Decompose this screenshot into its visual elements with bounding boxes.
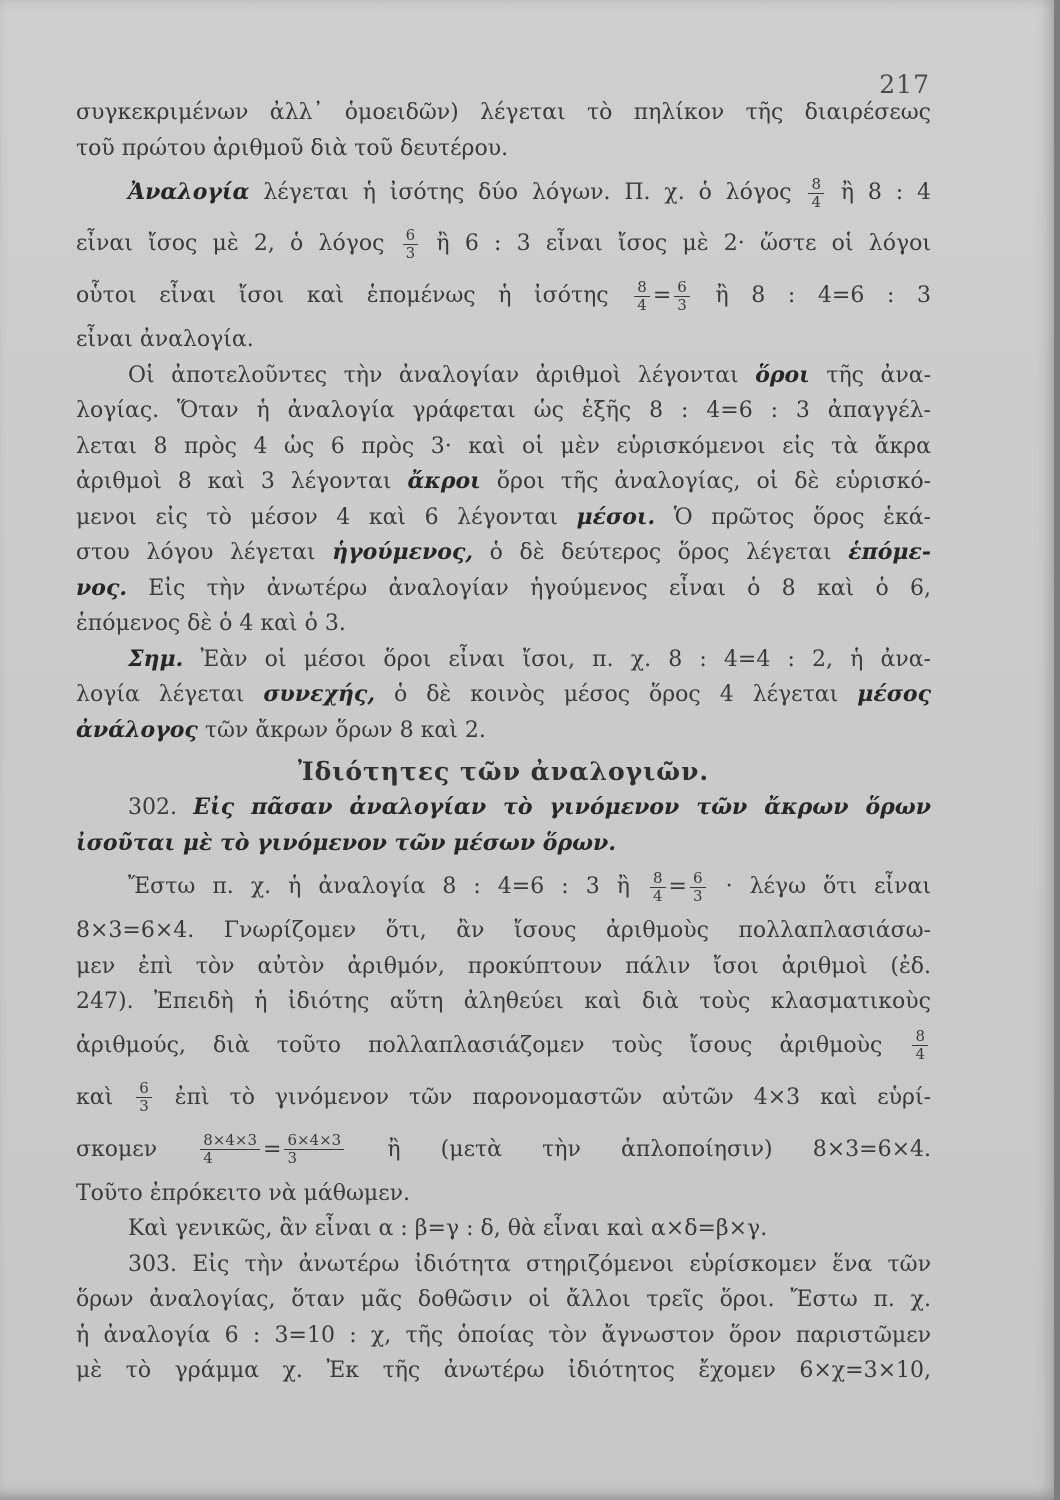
text-line: τοῦ πρώτου ἀριθμοῦ διὰ τοῦ δευτέρου. [76, 135, 509, 161]
fraction-6-over-3 [690, 870, 706, 905]
text-line [76, 535, 931, 571]
text-span: λογία λέγεται [76, 682, 245, 707]
text-line: εἶναι ἀναλογία. [76, 327, 254, 352]
term-mesos: μέσος [857, 681, 931, 707]
denominator: 3 [692, 886, 703, 905]
denominator: 3 [677, 295, 687, 314]
numerator: 6 [690, 870, 706, 888]
text-line [76, 677, 931, 713]
note-line [76, 642, 931, 678]
text-line: ἑπόμενος δὲ ὁ 4 καὶ ὁ 3. [76, 611, 346, 636]
numerator: 6 [403, 227, 419, 245]
term-note: Σημ. [128, 645, 184, 672]
text-span: ἢ 6 : 3 εἶναι ἴσος μὲ 2· ὥστε οἱ λόγοι [436, 231, 931, 256]
text-span: Ἐὰν οἱ μέσοι ὅροι εἶναι ἴσοι, π. χ. 8 : 4=4 : 2, ἡ ἀνα- [200, 646, 931, 672]
term-oroi: ὅροι [755, 361, 810, 388]
text-span: Ἔστω π. χ. ἡ ἀναλογία 8 : 4=6 : 3 ἢ [128, 874, 630, 899]
term-epomenos-end: νος. [76, 574, 127, 601]
text-span: ἢ 8 : 4 [840, 180, 931, 205]
text-line: λεται 8 πρὸς 4 ὡς 6 πρὸς 3· καὶ οἱ μὲν εὑρισκόμενοι εἰς τὰ ἄκρα [76, 433, 931, 459]
fraction-8-over-4 [808, 176, 824, 211]
denominator: 4 [637, 295, 647, 314]
equals-sign: = [652, 283, 672, 308]
theorem-line [76, 826, 931, 862]
text-line [76, 861, 931, 913]
fraction-8-over-4 [634, 279, 650, 314]
numerator: 6 [136, 1080, 152, 1098]
text-span: μενοι εἰς τὸ μέσον 4 καὶ 6 λέγονται [76, 504, 558, 530]
fraction-equation [197, 1131, 347, 1167]
text-line [76, 571, 931, 607]
text-span: στου λόγου λέγεται [76, 540, 316, 565]
text-line [76, 1124, 931, 1176]
text-span: ἀριθμούς, διὰ τοῦτο πολλαπλασιάζομεν τοὺς ἴσους ἀριθμοὺς [76, 1032, 883, 1058]
denominator: 4 [915, 1045, 926, 1063]
term-hegoumenos: ἡγούμενος, [332, 539, 474, 565]
denominator: 3 [405, 243, 416, 262]
text-line: ἡ ἀναλογία 6 : 3=10 : χ, τῆς ὁποίας τὸν ἄγνωστον ὅρον παριστῶμεν [76, 1322, 931, 1348]
text-line [76, 713, 931, 749]
text-line [76, 270, 931, 322]
fraction-6-over-3 [674, 279, 690, 314]
term-analogia: Ἀναλογία [128, 179, 250, 205]
section-heading: Ἰδιότητες τῶν ἀναλογιῶν. [297, 757, 710, 786]
text-line [76, 464, 931, 500]
fraction-product-right [284, 1132, 344, 1167]
text-span: λέγεται ἡ ἰσότης δύο λόγων. Π. χ. ὁ λόγος [263, 180, 792, 205]
text-line: μεν ἐπὶ τὸν αὐτὸν ἀριθμόν, προκύπτουν πάλιν ἴσοι ἀριθμοὶ (ἐδ. [76, 953, 931, 979]
text-span: ἢ (μετὰ τὴν ἁπλοποίησιν) 8×3=6×4. [387, 1136, 931, 1162]
text-span: οὗτοι εἶναι ἴσοι καὶ ἑπομένως ἡ ἰσότης [76, 283, 609, 308]
fraction-product-left [200, 1132, 260, 1167]
theorem-line [76, 790, 931, 826]
text-span: ὁ δὲ κοινὸς μέσος ὅρος 4 λέγεται [393, 682, 839, 707]
text-span: τῶν ἄκρων ὅρων 8 καὶ 2. [204, 717, 486, 743]
section-number: 302. [128, 795, 177, 820]
denominator: 3 [139, 1097, 149, 1115]
denominator: 4 [811, 192, 821, 211]
text-line: ὅρων ἀναλογίας, ὅταν μᾶς δοθῶσιν οἱ ἄλλοι τρεῖς ὅροι. Ἔστω π. χ. [76, 1287, 931, 1312]
term-akroi: ἄκροι [407, 468, 481, 494]
text-span: Εἰς τὴν ἀνωτέρω ἀναλογίαν ἡγούμενος εἶναι ὁ 8 καὶ ὁ 6, [148, 575, 931, 601]
text-span: καὶ [76, 1084, 114, 1110]
definition-line [76, 166, 931, 218]
text-line [76, 1072, 931, 1124]
numerator: 8 [634, 279, 650, 297]
fraction-6-over-3 [136, 1080, 152, 1115]
fraction-6-over-3 [403, 227, 419, 262]
term-epomenos: ἑπόμε- [848, 539, 931, 565]
fraction-equation [631, 277, 693, 314]
text-span: ὁ δὲ δεύτερος ὅρος λέγεται [489, 540, 832, 565]
text-line [76, 1020, 931, 1072]
page-number: 217 [879, 70, 930, 99]
text-span: Ὁ πρῶτος ὅρος ἑκά- [673, 504, 931, 530]
text-line [76, 218, 931, 270]
text-line: 8×3=6×4. Γνωρίζομεν ὅτι, ἂν ἴσους ἀριθμοὺς πολλαπλασιάσω- [76, 918, 931, 943]
text-line: μὲ τὸ γράμμα χ. Ἐκ τῆς ἀνωτέρω ἰδιότητος ἔχομεν 6×χ=3×10, [76, 1358, 931, 1383]
equals-sign: = [668, 874, 687, 899]
text-span: ἀριθμοὶ 8 καὶ 3 λέγονται [76, 469, 392, 494]
text-span: Οἱ ἀποτελοῦντες τὴν ἀναλογίαν ἀριθμοὶ λέγονται [128, 362, 739, 388]
text-line [76, 358, 931, 394]
text-line: λογίας. Ὅταν ἡ ἀναλογία γράφεται ὡς ἑξῆς 8 : 4=6 : 3 ἀπαγγέλ- [76, 398, 931, 423]
denominator: 4 [652, 886, 663, 905]
denominator: 3 [287, 1149, 297, 1167]
numerator: 6×4×3 [284, 1132, 344, 1150]
text-line: συγκεκριμένων ἀλλ᾽ ὁμοειδῶν) λέγεται τὸ πηλίκον τῆς διαιρέσεως [76, 100, 931, 125]
text-span: ἢ 8 : 4=6 : 3 [715, 283, 931, 308]
denominator: 4 [203, 1149, 213, 1167]
text-line: 247). Ἐπειδὴ ἡ ἰδιότης αὕτη ἀληθεύει καὶ διὰ τοὺς κλασματικοὺς [76, 989, 931, 1014]
text-line: 303. Εἰς τὴν ἀνωτέρω ἰδιότητα στηριζόμενοι εὑρίσκομεν ἕνα τῶν [128, 1251, 931, 1277]
term-analogos: ἀνάλογος [76, 716, 198, 743]
theorem-text: Εἰς πᾶσαν ἀναλογίαν τὸ γινόμενον τῶν ἄκρων ὅρων [193, 794, 931, 820]
term-synechis: συνεχής, [263, 681, 375, 707]
numerator: 6 [674, 279, 690, 297]
text-span: τῆς ἀνα- [826, 362, 931, 388]
fraction-8-over-4 [912, 1028, 928, 1063]
text-line [76, 500, 931, 536]
numerator: 8 [650, 870, 666, 888]
term-mesoi: μέσοι. [576, 503, 656, 530]
numerator: 8 [912, 1028, 928, 1046]
text-span: · λέγω ὅτι εἶναι [725, 874, 931, 899]
fraction-equation [647, 868, 709, 905]
text-line: Τοῦτο ἐπρόκειτο νὰ μάθωμεν. [76, 1180, 410, 1206]
theorem-text: ἰσοῦται μὲ τὸ γινόμενον τῶν μέσων ὅρων. [76, 829, 616, 856]
text-span: σκομεν [76, 1136, 158, 1162]
equals-sign: = [263, 1136, 282, 1162]
text-span: εἶναι ἴσος μὲ 2, ὁ λόγος [76, 231, 385, 256]
fraction-8-over-4 [650, 870, 666, 905]
numerator: 8 [808, 176, 824, 194]
page-body [76, 95, 931, 1389]
text-span: ὅροι τῆς ἀναλογίας, οἱ δὲ εὑρισκό- [496, 469, 931, 494]
numerator: 8×4×3 [200, 1132, 260, 1150]
text-span: ἐπὶ τὸ γινόμενον τῶν παρονομαστῶν αὐτῶν 4×3 καὶ εὑρί- [174, 1084, 931, 1110]
text-line: Καὶ γενικῶς, ἂν εἶναι α : β=γ : δ, θὰ εἶναι καὶ α×δ=β×γ. [128, 1216, 768, 1241]
page-edge-shadow [1054, 0, 1060, 1500]
